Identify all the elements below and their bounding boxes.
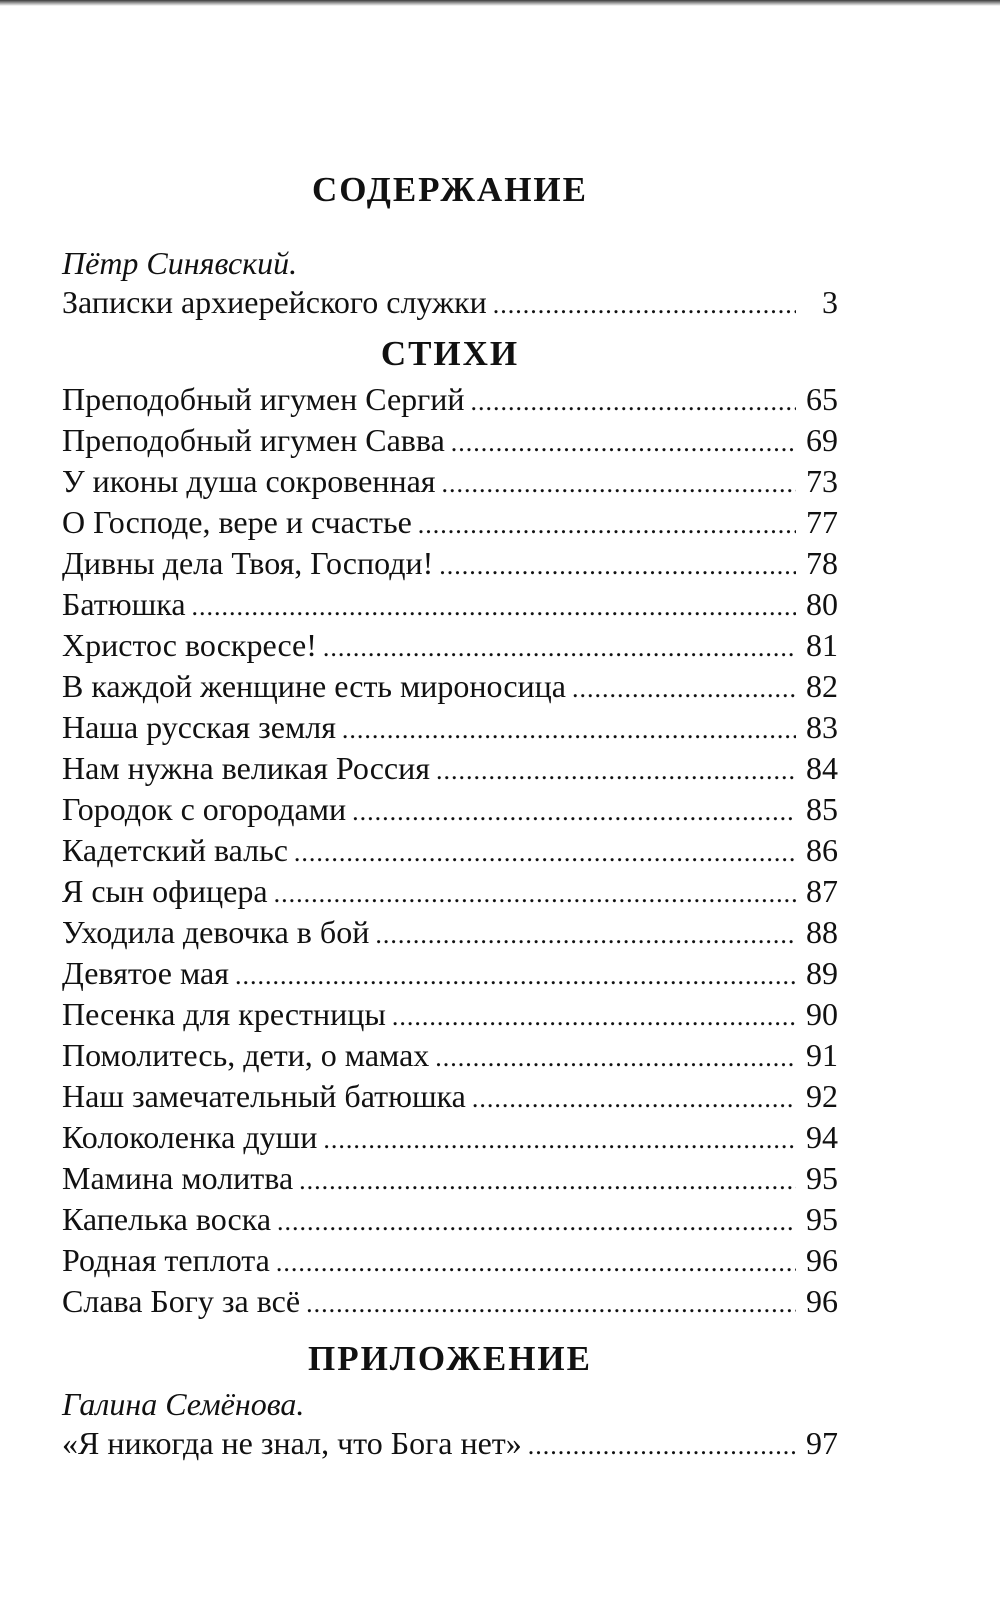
dot-leader (439, 546, 796, 585)
toc-entry[interactable] (62, 1118, 838, 1159)
dot-leader (436, 751, 796, 790)
dot-leader (323, 628, 796, 667)
toc-entry-appendix[interactable] (62, 1424, 838, 1465)
dot-leader (528, 1426, 796, 1465)
toc-entry[interactable] (62, 1282, 838, 1323)
toc-entry-title: Песенка для крестницы (62, 996, 386, 1032)
toc-entry-title: Кадетский вальс (62, 832, 288, 868)
toc-entry-page: 96 (806, 1242, 838, 1278)
toc-entry[interactable] (62, 1036, 838, 1077)
toc-entry[interactable] (62, 544, 838, 585)
toc-entry-title: Уходила девочка в бой (62, 914, 370, 950)
dot-leader (277, 1202, 796, 1241)
toc-entry-page: 91 (806, 1037, 838, 1073)
dot-leader (342, 710, 796, 749)
toc-entry-page: 69 (806, 422, 838, 458)
toc-entry-title: Девятое мая (62, 955, 229, 991)
toc-entry[interactable] (62, 995, 838, 1036)
toc-entry-title: Записки архиерейского служки (62, 284, 487, 320)
toc-entry-title: Христос воскресе! (62, 627, 317, 663)
dot-leader (472, 1079, 796, 1118)
toc-entry-title: Дивны дела Твоя, Господи! (62, 545, 434, 581)
intro-author: Пётр Синявский. (62, 245, 298, 281)
toc-entry-page: 85 (806, 791, 838, 827)
toc-entry-page: 94 (806, 1119, 838, 1155)
toc-entry-title: Помолитесь, дети, о мамах (62, 1037, 430, 1073)
toc-entry[interactable] (62, 749, 838, 790)
toc-entry[interactable] (62, 585, 838, 626)
dot-leader (294, 833, 796, 872)
poem-list (62, 380, 838, 1323)
toc-entry[interactable] (62, 462, 838, 503)
toc-entry-intro[interactable] (62, 283, 838, 324)
toc-entry[interactable] (62, 954, 838, 995)
toc-entry-title: «Я никогда не знал, что Бога нет» (62, 1425, 522, 1461)
toc-entry-title: Наша русская земля (62, 709, 336, 745)
dot-leader (451, 423, 796, 462)
toc-entry-title: Городок с огородами (62, 791, 347, 827)
toc-entry-page: 97 (806, 1425, 838, 1461)
toc-entry-page: 88 (806, 914, 838, 950)
page-title: СОДЕРЖАНИЕ (311, 170, 588, 209)
dot-leader (274, 874, 796, 913)
toc-entry[interactable] (62, 1159, 838, 1200)
toc-entry[interactable] (62, 421, 838, 462)
dot-leader (192, 587, 796, 626)
toc-entry[interactable] (62, 872, 838, 913)
toc-entry[interactable] (62, 626, 838, 667)
dot-leader (352, 792, 796, 831)
scan-top-edge (0, 0, 1000, 6)
toc-entry[interactable] (62, 831, 838, 872)
dot-leader (306, 1284, 796, 1323)
dot-leader (572, 669, 796, 708)
toc-entry-page: 86 (806, 832, 838, 868)
dot-leader (435, 1038, 796, 1077)
toc-entry-page: 96 (806, 1283, 838, 1319)
toc-entry-title: Я сын офицера (62, 873, 268, 909)
toc-entry-page: 95 (806, 1160, 838, 1196)
dot-leader (235, 956, 796, 995)
toc-entry-page: 87 (806, 873, 838, 909)
dot-leader (442, 464, 797, 503)
toc-entry-page: 65 (806, 381, 838, 417)
toc-entry-title: О Господе, вере и счастье (62, 504, 412, 540)
toc-entry-page: 90 (806, 996, 838, 1032)
toc-entry-title: Батюшка (62, 586, 186, 622)
toc-entry-page: 81 (806, 627, 838, 663)
dot-leader (276, 1243, 796, 1282)
toc-entry[interactable] (62, 503, 838, 544)
toc-entry-page: 84 (806, 750, 838, 786)
dot-leader (418, 505, 796, 544)
toc-entry[interactable] (62, 667, 838, 708)
dot-leader (493, 285, 796, 324)
toc-entry-title: Нам нужна великая Россия (62, 750, 430, 786)
toc-entry-title: У иконы душа сокровенная (62, 463, 436, 499)
dot-leader (299, 1161, 796, 1200)
toc-entry-title: Преподобный игумен Савва (62, 422, 445, 458)
toc-entry[interactable] (62, 790, 838, 831)
toc-entry-page: 95 (806, 1201, 838, 1237)
appendix-author: Галина Семёнова. (62, 1386, 305, 1422)
dot-leader (471, 382, 796, 421)
toc-entry-title: Родная теплота (62, 1242, 270, 1278)
toc-entry-title: В каждой женщине есть мироносица (62, 668, 566, 704)
toc-entry[interactable] (62, 380, 838, 421)
toc-entry-title: Слава Богу за всё (62, 1283, 301, 1319)
toc-entry-title: Мамина молитва (62, 1160, 294, 1196)
section-heading-appendix: ПРИЛОЖЕНИЕ (307, 1339, 592, 1378)
toc-entry-title: Колоколенка души (62, 1119, 318, 1155)
section-heading-poems: СТИХИ (380, 334, 520, 373)
toc-entry-title: Капелька воска (62, 1201, 272, 1237)
toc-entry[interactable] (62, 913, 838, 954)
toc-entry-page: 80 (806, 586, 838, 622)
toc-entry-page: 83 (806, 709, 838, 745)
toc-entry-page: 89 (806, 955, 838, 991)
toc-entry-page: 77 (806, 504, 838, 540)
dot-leader (392, 997, 796, 1036)
toc-entry[interactable] (62, 1077, 838, 1118)
toc-entry-page: 73 (806, 463, 838, 499)
toc-entry-title: Преподобный игумен Сергий (62, 381, 465, 417)
toc-entry-page: 78 (806, 545, 838, 581)
toc-entry[interactable] (62, 1200, 838, 1241)
toc-entry-page: 3 (822, 284, 838, 320)
toc-entry[interactable] (62, 708, 838, 749)
toc-entry-page: 82 (806, 668, 838, 704)
toc-entry[interactable] (62, 1241, 838, 1282)
dot-leader (375, 915, 796, 954)
dot-leader (323, 1120, 796, 1159)
toc-entry-page: 92 (806, 1078, 838, 1114)
toc-entry-title: Наш замечательный батюшка (62, 1078, 466, 1114)
table-of-contents (62, 170, 838, 1465)
